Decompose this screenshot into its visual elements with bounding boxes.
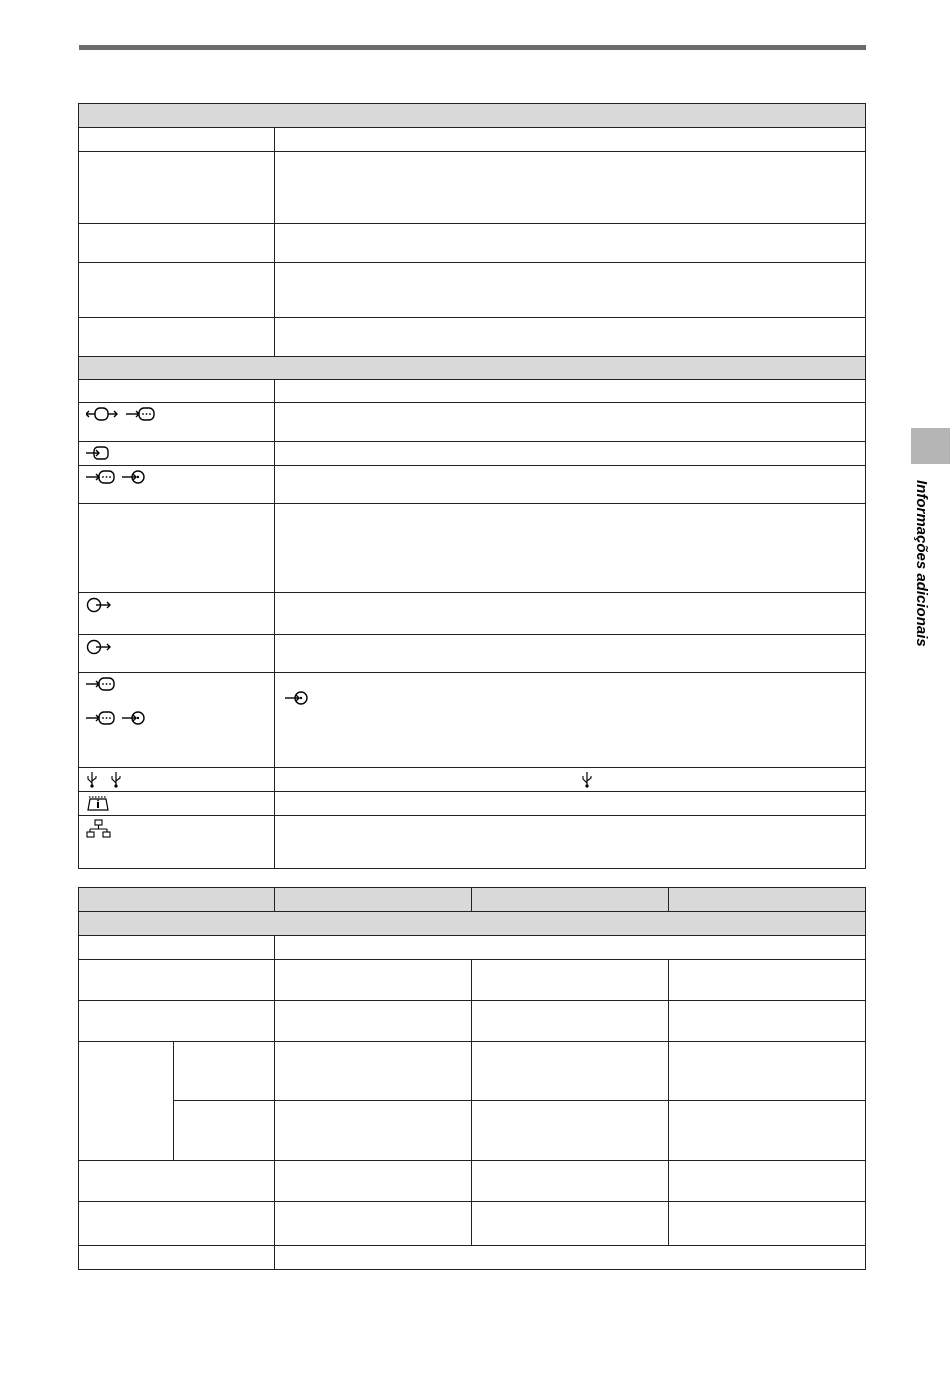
table1-row-ci-label [79,792,275,816]
table1-row-label [79,224,275,263]
component-in-icon [86,710,116,726]
table2-row-label [79,936,275,960]
table1-row-value [275,224,866,263]
usb-icon [581,771,593,788]
table2-header-cell [275,888,472,912]
audio-out-icon [86,639,112,657]
table2-cell [275,1101,472,1161]
video-in-icon [86,445,112,461]
table2-row-label [79,1161,275,1202]
ci-slot-icon [86,795,110,812]
table2-cell [275,1161,472,1202]
table1-row-pc-label [79,673,275,768]
table1-row-value [275,263,866,318]
table1-row-out2-label [79,635,275,673]
table1-row-value [275,152,866,224]
video-in-out-icon [86,406,120,422]
section-tab-label: Informações adicionais [913,480,930,647]
table2-cell [472,960,669,1001]
table1-row-value [275,403,866,442]
specifications-table-1 [78,103,866,869]
component-in-icon [86,676,116,692]
table1-row-av1-label [79,403,275,442]
component-in-icon [86,469,116,485]
table2-cell [669,1101,866,1161]
table2-cell [669,960,866,1001]
table2-cell [275,1001,472,1042]
audio-out-icon [86,597,112,615]
table1-row-out1-label [79,593,275,635]
table1-row-value [275,466,866,504]
table2-group-label [79,1042,174,1161]
section-tab-marker [911,428,950,464]
table2-section-header [79,912,866,936]
table2-cell [669,1001,866,1042]
table2-sub-label [174,1101,275,1161]
table1-row-label [79,504,275,593]
table1-row-label [79,263,275,318]
audio-in-icon [285,690,309,706]
table2-sub-label [174,1042,275,1101]
table2-row-label [79,1001,275,1042]
table1-row-value [275,380,866,403]
lan-icon [86,819,112,839]
table1-row-value [275,816,866,869]
table2-row-value [275,1246,866,1270]
table2-cell [472,1202,669,1246]
table1-row-value [275,635,866,673]
table1-row-label [79,318,275,357]
table2-cell [669,1042,866,1101]
audio-in-icon [122,469,146,485]
table1-row-value [275,442,866,466]
table1-row-value [275,504,866,593]
usb-icon [110,771,122,788]
table1-row-av2-label [79,442,275,466]
table2-cell [275,960,472,1001]
table2-cell [472,1101,669,1161]
table1-section-header-2 [79,357,866,380]
table1-row-usb-label [79,768,275,792]
table2-row-label [79,960,275,1001]
table1-row-value [275,792,866,816]
table1-row-label [79,152,275,224]
table2-header-cell [472,888,669,912]
table1-row-av3-label [79,466,275,504]
component-in-icon [126,406,156,422]
table1-section-header-1 [79,104,866,128]
table2-cell [275,1042,472,1101]
table1-row-label [79,128,275,152]
table1-row-value [275,318,866,357]
table2-cell [472,1042,669,1101]
table1-row-usb-value [275,768,866,792]
table1-row-lan-label [79,816,275,869]
top-rule [79,45,866,50]
table2-header-cell [669,888,866,912]
table2-cell [669,1202,866,1246]
table2-row-value [275,936,866,960]
table1-row-value [275,593,866,635]
table2-cell [472,1001,669,1042]
table2-cell [669,1161,866,1202]
table2-cell [472,1161,669,1202]
table1-row-label [79,380,275,403]
table1-row-value [275,128,866,152]
specifications-table-2 [78,887,866,1270]
table2-row-label [79,1202,275,1246]
table2-row-label [79,1246,275,1270]
table1-row-pc-value [275,673,866,768]
table2-cell [275,1202,472,1246]
usb-icon [86,771,98,788]
table2-header-cell [79,888,275,912]
audio-in-icon [122,710,146,726]
